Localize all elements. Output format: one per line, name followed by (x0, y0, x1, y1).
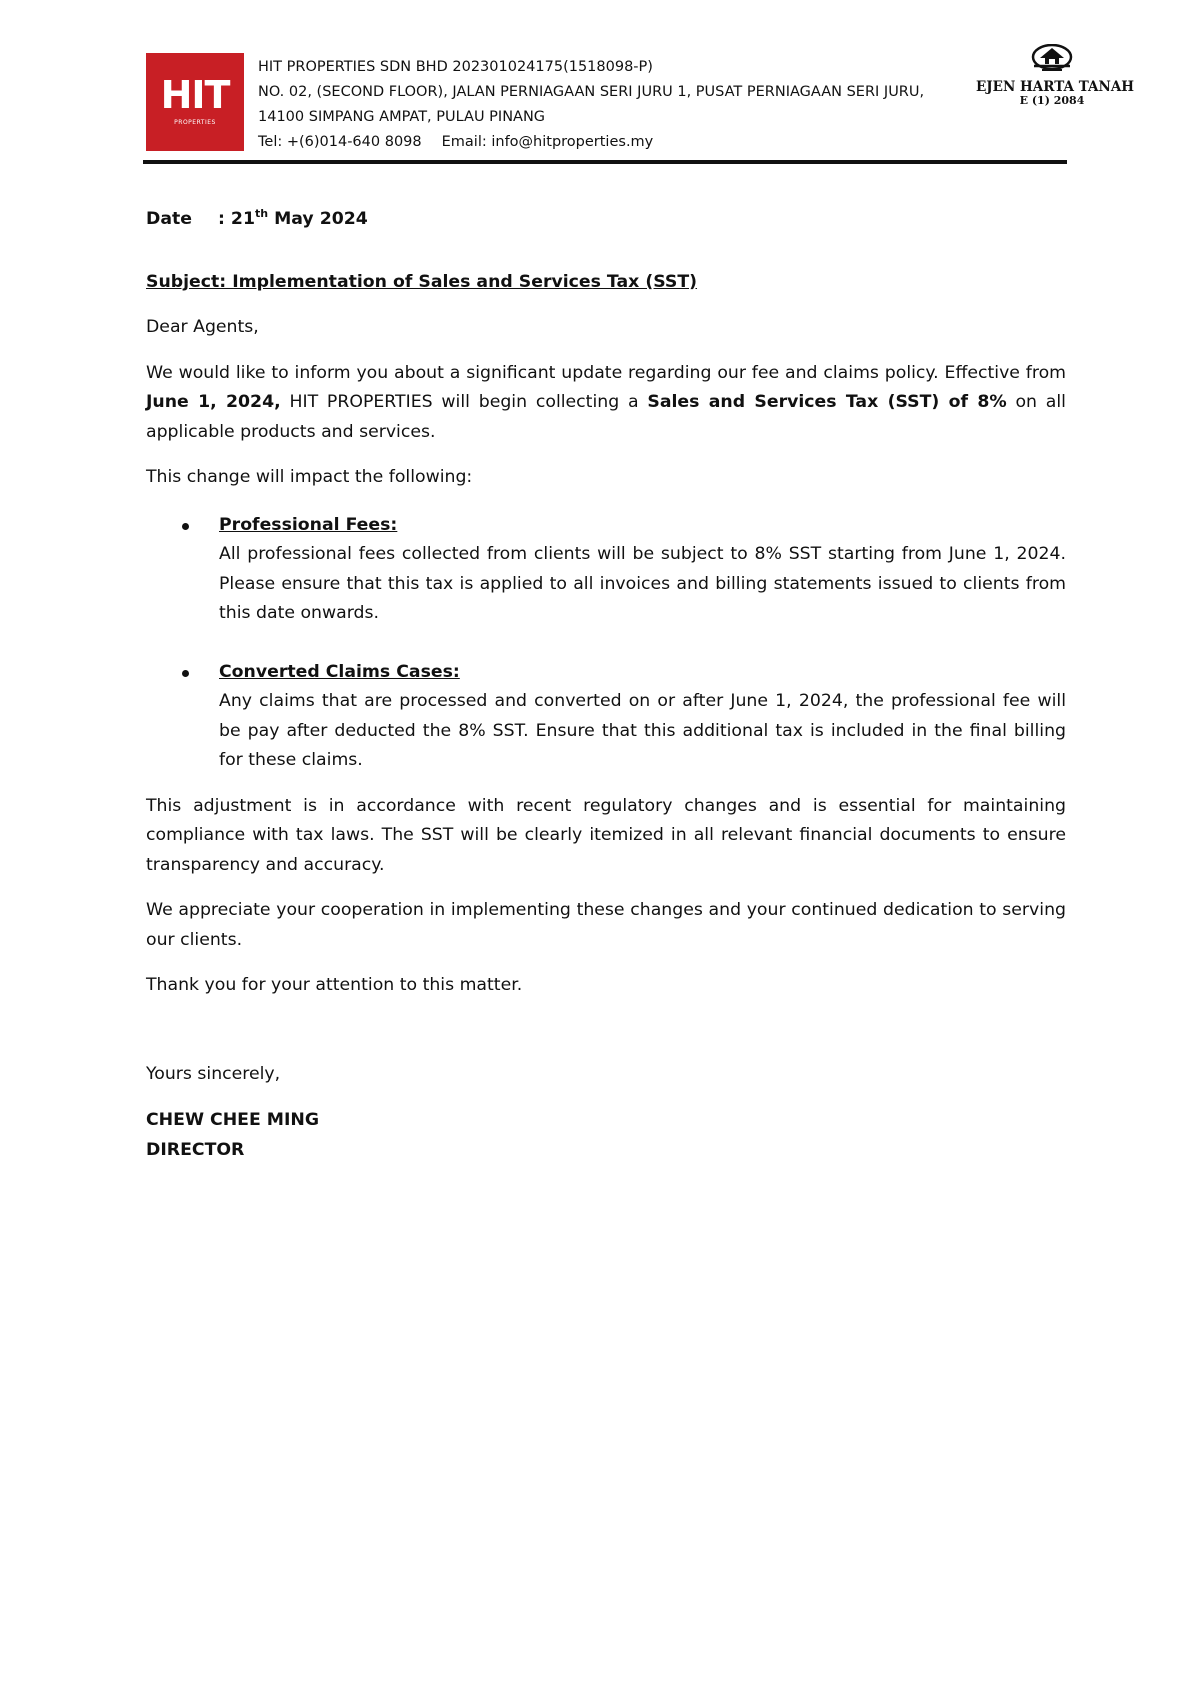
signer-title: DIRECTOR (146, 1140, 245, 1160)
date-ordinal: th (254, 207, 269, 221)
bullet-title: Converted Claims Cases: (219, 661, 460, 682)
appreciation-paragraph: We appreciate your cooperation in implementing these changes and your continued dedication to serving our clients. (146, 900, 1066, 950)
letter-body (146, 205, 1066, 1165)
impact-intro: This change will impact the following: (146, 467, 473, 487)
signature-block (146, 1105, 1066, 1165)
list-item (146, 511, 1066, 629)
intro-paragraph (146, 359, 1066, 448)
subject-line: Subject: Implementation of Sales and Services Tax (SST) (146, 271, 698, 292)
bullet-body: All professional fees collected from clients will be subject to 8% SST starting from June 1, 2024. Please ensure that this tax is applied to all invoices and billing statements issued to clients from this date onwards. (219, 544, 1066, 623)
bullet-title: Professional Fees: (219, 514, 398, 535)
company-info (258, 55, 924, 155)
bullet-icon (182, 523, 189, 530)
company-logo (146, 53, 244, 151)
date-label: Date (146, 209, 192, 229)
salutation: Dear Agents, (146, 317, 259, 337)
signer-name: CHEW CHEE MING (146, 1110, 320, 1130)
company-name-line: HIT PROPERTIES SDN BHD 202301024175(1518098-P) (258, 59, 653, 75)
ejen-emblem-icon (1030, 44, 1074, 78)
bullet-body: Any claims that are processed and converted on or after June 1, 2024, the professional fee will be pay after deducted the 8% SST. Ensure that this additional tax is included in the final billing for these claims. (219, 691, 1066, 770)
address-line-1: NO. 02, (SECOND FLOOR), JALAN PERNIAGAAN SERI JURU 1, PUSAT PERNIAGAAN SERI JURU, (258, 84, 925, 100)
ejen-harta-tanah-badge (976, 44, 1135, 107)
thanks-paragraph: Thank you for your attention to this matter. (146, 975, 523, 995)
date-month-year: May 2024 (268, 209, 368, 229)
bullet-icon (182, 670, 189, 677)
email: Email: info@hitproperties.my (441, 134, 654, 150)
intro-sst-rate: Sales and Services Tax (SST) of 8% (647, 392, 1007, 412)
logo-subtext: PROPERTIES (174, 119, 216, 126)
intro-text-1: We would like to inform you about a significant update regarding our fee and claims policy. Effective from (146, 362, 1066, 383)
contact-line (258, 130, 924, 155)
ejen-title: EJEN HARTA TANAH (976, 79, 1135, 95)
date-line (146, 205, 1066, 235)
intro-text-2: HIT PROPERTIES will begin collecting a (280, 392, 648, 412)
closing: Yours sincerely, (146, 1063, 281, 1084)
date-day: : 21 (218, 209, 255, 229)
logo-text: HIT (160, 73, 230, 117)
impact-list (146, 511, 1066, 776)
ejen-number: E (1) 2084 (1019, 94, 1085, 107)
adjustment-paragraph: This adjustment is in accordance with recent regulatory changes and is essential for maintaining compliance with tax laws. The SST will be clearly itemized in all relevant financial documents to ensure transparency and accuracy. (146, 795, 1066, 875)
intro-effective-date: June 1, 2024, (146, 392, 281, 412)
intro-text-3: on all applicable products and services. (146, 392, 1066, 442)
header-divider (143, 160, 1067, 164)
telephone: Tel: +(6)014-640 8098 (258, 134, 422, 150)
list-item (146, 658, 1066, 776)
address-line-2: 14100 SIMPANG AMPAT, PULAU PINANG (258, 109, 546, 125)
